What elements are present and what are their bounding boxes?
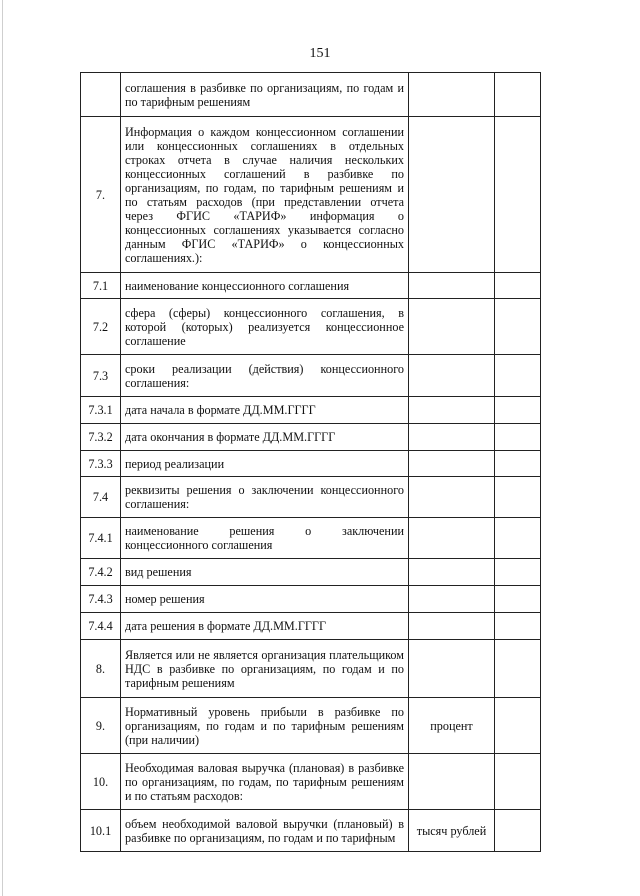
row-description: номер решения	[121, 586, 409, 613]
row-number: 9.	[81, 698, 121, 754]
row-description: дата начала в формате ДД.ММ.ГГГГ	[121, 397, 409, 424]
row-value	[495, 397, 541, 424]
row-description: соглашения в разбивке по организациям, по годам и по тарифным решениям	[121, 73, 409, 117]
row-number: 7.4.2	[81, 559, 121, 586]
row-unit	[409, 451, 495, 477]
row-number	[81, 73, 121, 117]
table-row	[81, 613, 541, 640]
row-unit	[409, 640, 495, 698]
row-unit	[409, 424, 495, 451]
row-number: 7.1	[81, 273, 121, 299]
row-description: Необходимая валовая выручка (плановая) в разбивке по организациям, по годам, по тарифным решениям и по статьям расходов:	[121, 754, 409, 810]
table-row	[81, 810, 541, 852]
row-number: 8.	[81, 640, 121, 698]
document-table	[80, 72, 541, 852]
row-unit	[409, 559, 495, 586]
row-description: объем необходимой валовой выручки (плановый) в разбивке по организациям, по годам и по тарифным	[121, 810, 409, 852]
row-value	[495, 451, 541, 477]
scan-edge-line	[2, 0, 3, 896]
table-row	[81, 518, 541, 559]
row-number: 10.	[81, 754, 121, 810]
row-value	[495, 477, 541, 518]
row-number: 7.3.2	[81, 424, 121, 451]
row-description: наименование решения о заключении концессионного соглашения	[121, 518, 409, 559]
row-value	[495, 117, 541, 273]
row-unit	[409, 754, 495, 810]
row-unit	[409, 355, 495, 397]
row-number: 7.3.1	[81, 397, 121, 424]
table-row	[81, 640, 541, 698]
row-number: 7.3	[81, 355, 121, 397]
row-unit	[409, 397, 495, 424]
table-row	[81, 477, 541, 518]
row-number: 7.2	[81, 299, 121, 355]
row-value	[495, 273, 541, 299]
row-description: Информация о каждом концессионном соглашении или концессионных соглашениях в отдельных строках отчета в случае наличия нескольких концессионных соглашений в разбивке по организациям, по годам, по тарифным решениям и по статьям расходов (при представлении отчета через ФГИС «ТАРИФ» информация о концессионных соглашениях указывается согласно данным ФГИС «ТАРИФ» о концессионных соглашениях.):	[121, 117, 409, 273]
table-row	[81, 355, 541, 397]
row-unit	[409, 613, 495, 640]
table-row	[81, 424, 541, 451]
row-unit: процент	[409, 698, 495, 754]
table-row	[81, 73, 541, 117]
row-value	[495, 518, 541, 559]
table-row	[81, 299, 541, 355]
row-description: наименование концессионного соглашения	[121, 273, 409, 299]
row-number: 10.1	[81, 810, 121, 852]
row-unit	[409, 273, 495, 299]
row-number: 7.3.3	[81, 451, 121, 477]
row-description: период реализации	[121, 451, 409, 477]
row-value	[495, 586, 541, 613]
row-unit	[409, 299, 495, 355]
row-unit	[409, 518, 495, 559]
table-row	[81, 273, 541, 299]
row-value	[495, 640, 541, 698]
table-row	[81, 698, 541, 754]
table-row	[81, 586, 541, 613]
row-unit: тысяч рублей	[409, 810, 495, 852]
row-number: 7.4.4	[81, 613, 121, 640]
row-value	[495, 698, 541, 754]
row-unit	[409, 586, 495, 613]
table-row	[81, 117, 541, 273]
row-description: дата решения в формате ДД.ММ.ГГГГ	[121, 613, 409, 640]
row-value	[495, 424, 541, 451]
row-value	[495, 355, 541, 397]
row-number: 7.4	[81, 477, 121, 518]
table-row	[81, 397, 541, 424]
row-description: реквизиты решения о заключении концессионного соглашения:	[121, 477, 409, 518]
row-value	[495, 754, 541, 810]
row-number: 7.	[81, 117, 121, 273]
row-value	[495, 559, 541, 586]
row-description: вид решения	[121, 559, 409, 586]
row-number: 7.4.1	[81, 518, 121, 559]
row-unit	[409, 117, 495, 273]
row-value	[495, 810, 541, 852]
row-description: дата окончания в формате ДД.ММ.ГГГГ	[121, 424, 409, 451]
row-value	[495, 299, 541, 355]
row-description: Является или не является организация плательщиком НДС в разбивке по организациям, по годам и по тарифным решениям	[121, 640, 409, 698]
row-value	[495, 613, 541, 640]
table-row	[81, 559, 541, 586]
row-unit	[409, 477, 495, 518]
row-description: сроки реализации (действия) концессионного соглашения:	[121, 355, 409, 397]
row-unit	[409, 73, 495, 117]
row-number: 7.4.3	[81, 586, 121, 613]
table-row	[81, 754, 541, 810]
row-value	[495, 73, 541, 117]
page-number: 151	[309, 46, 331, 61]
row-description: сфера (сферы) концессионного соглашения, в которой (которых) реализуется концессионное соглашение	[121, 299, 409, 355]
row-description: Нормативный уровень прибыли в разбивке по организациям, по годам и по тарифным решениям (при наличии)	[121, 698, 409, 754]
table-row	[81, 451, 541, 477]
